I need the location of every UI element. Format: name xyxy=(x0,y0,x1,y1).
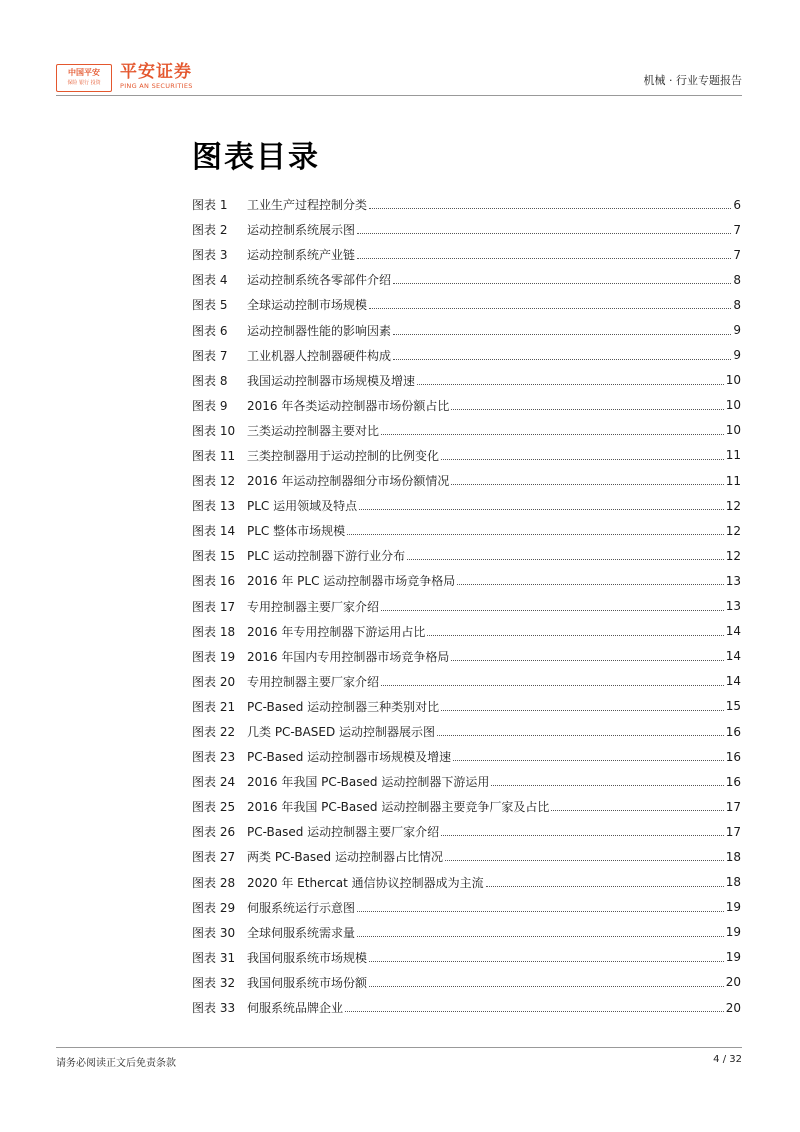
toc-leader-dots xyxy=(451,409,723,410)
toc-entry-label: 图表 1 xyxy=(192,198,228,213)
toc-entry-title: 2016 年专用控制器下游运用占比 xyxy=(247,624,426,639)
toc-entry-title: 2016 年 PLC 运动控制器市场竞争格局 xyxy=(247,574,456,589)
toc-entry-title: 伺服系统品牌企业 xyxy=(247,1001,344,1016)
toc-entry-title: 2016 年国内专用控制器市场竞争格局 xyxy=(247,649,450,664)
toc-entry-page: 14 xyxy=(725,674,741,689)
toc-entry-label: 图表 4 xyxy=(192,273,228,288)
toc-entry[interactable] xyxy=(192,819,741,844)
toc-entry-label: 图表 30 xyxy=(192,925,236,940)
footer-divider xyxy=(56,1047,742,1048)
toc-entry-page: 12 xyxy=(725,548,741,563)
toc-entry[interactable] xyxy=(192,418,741,443)
toc-entry-title: 我国伺服系统市场规模 xyxy=(247,950,368,965)
toc-entry[interactable] xyxy=(192,343,741,368)
toc-entry-label: 图表 10 xyxy=(192,423,236,438)
toc-leader-dots xyxy=(453,760,724,761)
toc-entry-page: 20 xyxy=(725,1000,741,1015)
logo-text: 中国平安 xyxy=(68,68,100,77)
toc-entry[interactable] xyxy=(192,794,741,819)
toc-entry-page: 19 xyxy=(725,950,741,965)
toc-entry-page: 7 xyxy=(733,247,741,262)
toc-entry-title: 2016 年我国 PC-Based 运动控制器下游运用 xyxy=(247,775,490,790)
brand-name-cn: 平安证券 xyxy=(120,62,192,82)
toc-entry[interactable] xyxy=(192,242,741,267)
logo-subtext: 保险 银行 投资 xyxy=(67,80,101,86)
toc-entry-title: 几类 PC-BASED 运动控制器展示图 xyxy=(247,725,436,740)
toc-leader-dots xyxy=(441,710,724,711)
toc-entry-title: 专用控制器主要厂家介绍 xyxy=(247,599,380,614)
toc-entry[interactable] xyxy=(192,895,741,920)
toc-entry-page: 6 xyxy=(733,197,741,212)
toc-leader-dots xyxy=(491,785,723,786)
toc-leader-dots xyxy=(441,459,724,460)
toc-entry-label: 图表 29 xyxy=(192,900,236,915)
toc-entry-label: 图表 33 xyxy=(192,1001,236,1016)
toc-entry[interactable] xyxy=(192,970,741,995)
toc-entry[interactable] xyxy=(192,995,741,1020)
toc-entry-title: PC-Based 运动控制器主要厂家介绍 xyxy=(247,825,440,840)
toc-entry-label: 图表 5 xyxy=(192,298,228,313)
toc-leader-dots xyxy=(441,835,724,836)
toc-entry-title: 工业生产过程控制分类 xyxy=(247,198,368,213)
toc-entry-title: PLC 整体市场规模 xyxy=(247,524,346,539)
toc-entry-title: PLC 运动控制器下游行业分布 xyxy=(247,549,406,564)
toc-entry-title: 三类控制器用于运动控制的比例变化 xyxy=(247,448,440,463)
toc-entry-title: 我国伺服系统市场份额 xyxy=(247,975,368,990)
toc-entry[interactable] xyxy=(192,292,741,317)
toc-entry-title: 我国运动控制器市场规模及增速 xyxy=(247,373,416,388)
brand-name-en: PING AN SECURITIES xyxy=(120,82,193,90)
toc-entry-page: 19 xyxy=(725,925,741,940)
toc-entry-title: PLC 运用领域及特点 xyxy=(247,499,358,514)
toc-entry[interactable] xyxy=(192,518,741,543)
toc-entry-page: 18 xyxy=(725,849,741,864)
toc-entry-label: 图表 3 xyxy=(192,248,228,263)
toc-entry-title: 2020 年 Ethercat 通信协议控制器成为主流 xyxy=(247,875,484,890)
toc-entry[interactable] xyxy=(192,493,741,518)
toc-entry-title: PC-Based 运动控制器市场规模及增速 xyxy=(247,750,452,765)
toc-entry-label: 图表 25 xyxy=(192,800,236,815)
toc-entry[interactable] xyxy=(192,192,741,217)
toc-entry-label: 图表 13 xyxy=(192,499,236,514)
brand-name xyxy=(120,62,193,91)
toc-entry[interactable] xyxy=(192,317,741,342)
toc-leader-dots xyxy=(357,911,724,912)
toc-entry-page: 20 xyxy=(725,975,741,990)
toc-entry[interactable] xyxy=(192,468,741,493)
toc-entry-page: 13 xyxy=(725,573,741,588)
toc-leader-dots xyxy=(451,660,723,661)
toc-leader-dots xyxy=(369,208,731,209)
toc-entry-page: 16 xyxy=(725,749,741,764)
toc-entry-page: 18 xyxy=(725,875,741,890)
report-type: 机械 · 行业专题报告 xyxy=(643,74,742,87)
toc-entry-title: 2016 年各类运动控制器市场份额占比 xyxy=(247,398,450,413)
toc-entry[interactable] xyxy=(192,443,741,468)
toc-entry[interactable] xyxy=(192,267,741,292)
toc-entry-page: 8 xyxy=(733,297,741,312)
toc-entry-label: 图表 28 xyxy=(192,875,236,890)
toc-entry[interactable] xyxy=(192,920,741,945)
toc-entry-label: 图表 21 xyxy=(192,699,236,714)
toc-entry[interactable] xyxy=(192,543,741,568)
toc-entry-title: PC-Based 运动控制器三种类别对比 xyxy=(247,699,440,714)
toc-entry-label: 图表 6 xyxy=(192,323,228,338)
disclaimer-note: 请务必阅读正文后免责条款 xyxy=(56,1058,176,1069)
toc-entry-label: 图表 27 xyxy=(192,850,236,865)
toc-entry[interactable] xyxy=(192,719,741,744)
toc-leader-dots xyxy=(427,635,723,636)
toc-entry-title: 运动控制系统各零部件介绍 xyxy=(247,273,392,288)
toc-entry-page: 16 xyxy=(725,724,741,739)
toc-leader-dots xyxy=(393,334,731,335)
toc-leader-dots xyxy=(551,810,723,811)
toc-entry-page: 12 xyxy=(725,498,741,513)
toc-entry-label: 图表 23 xyxy=(192,750,236,765)
toc-leader-dots xyxy=(357,936,724,937)
toc-entry-page: 11 xyxy=(725,473,741,488)
toc-leader-dots xyxy=(359,509,724,510)
toc-entry-page: 17 xyxy=(725,824,741,839)
toc-entry-label: 图表 19 xyxy=(192,649,236,664)
toc-leader-dots xyxy=(369,308,731,309)
toc-entry-label: 图表 26 xyxy=(192,825,236,840)
toc-leader-dots xyxy=(486,886,724,887)
toc-leader-dots xyxy=(381,610,724,611)
toc-entry-title: 运动控制系统产业链 xyxy=(247,248,356,263)
toc-entry-page: 15 xyxy=(725,699,741,714)
toc-entry-title: 2016 年我国 PC-Based 运动控制器主要竞争厂家及占比 xyxy=(247,800,550,815)
toc-leader-dots xyxy=(369,961,724,962)
toc-entry-label: 图表 14 xyxy=(192,524,236,539)
toc-entry-label: 图表 9 xyxy=(192,398,228,413)
toc-entry-title: 运动控制系统展示图 xyxy=(247,223,356,238)
toc-entry-title: 三类运动控制器主要对比 xyxy=(247,423,380,438)
toc-leader-dots xyxy=(437,735,724,736)
toc-entry-page: 16 xyxy=(725,774,741,789)
toc-entry[interactable] xyxy=(192,744,741,769)
toc-entry-label: 图表 24 xyxy=(192,775,236,790)
toc-leader-dots xyxy=(369,986,724,987)
toc-leader-dots xyxy=(381,434,724,435)
toc-leader-dots xyxy=(407,559,724,560)
toc-leader-dots xyxy=(393,359,731,360)
toc-entry[interactable] xyxy=(192,945,741,970)
toc-entry-title: 2016 年运动控制器细分市场份额情况 xyxy=(247,474,450,489)
toc-entry[interactable] xyxy=(192,844,741,869)
toc-entry[interactable] xyxy=(192,393,741,418)
toc-entry[interactable] xyxy=(192,644,741,669)
toc-entry-label: 图表 16 xyxy=(192,574,236,589)
toc-entry-page: 10 xyxy=(725,373,741,388)
page-title: 图表目录 xyxy=(192,140,320,175)
toc-entry[interactable] xyxy=(192,669,741,694)
toc-entry-title: 专用控制器主要厂家介绍 xyxy=(247,674,380,689)
toc-entry-page: 12 xyxy=(725,523,741,538)
toc-entry[interactable] xyxy=(192,594,741,619)
toc-entry-page: 14 xyxy=(725,624,741,639)
toc-leader-dots xyxy=(451,484,723,485)
toc-entry-title: 全球运动控制市场规模 xyxy=(247,298,368,313)
toc-entry-page: 17 xyxy=(725,799,741,814)
toc-entry-page: 7 xyxy=(733,222,741,237)
toc-leader-dots xyxy=(381,685,724,686)
toc-entry-label: 图表 11 xyxy=(192,448,236,463)
toc-leader-dots xyxy=(347,534,724,535)
figure-list xyxy=(192,192,741,1020)
toc-entry-page: 13 xyxy=(725,599,741,614)
toc-entry-label: 图表 31 xyxy=(192,950,236,965)
toc-entry-label: 图表 7 xyxy=(192,348,228,363)
toc-entry-label: 图表 18 xyxy=(192,624,236,639)
page-header xyxy=(56,58,742,94)
toc-entry-label: 图表 12 xyxy=(192,474,236,489)
toc-entry-page: 14 xyxy=(725,649,741,664)
toc-entry-page: 10 xyxy=(725,423,741,438)
toc-entry-page: 8 xyxy=(733,272,741,287)
toc-entry[interactable] xyxy=(192,694,741,719)
toc-entry-title: 工业机器人控制器硬件构成 xyxy=(247,348,392,363)
toc-entry-label: 图表 15 xyxy=(192,549,236,564)
toc-entry-title: 伺服系统运行示意图 xyxy=(247,900,356,915)
toc-leader-dots xyxy=(445,860,724,861)
toc-entry-page: 11 xyxy=(725,448,741,463)
toc-entry[interactable] xyxy=(192,870,741,895)
toc-entry-label: 图表 22 xyxy=(192,725,236,740)
toc-entry-label: 图表 17 xyxy=(192,599,236,614)
toc-entry-label: 图表 8 xyxy=(192,373,228,388)
toc-entry-page: 10 xyxy=(725,398,741,413)
toc-entry-label: 图表 2 xyxy=(192,223,228,238)
toc-entry[interactable] xyxy=(192,217,741,242)
toc-entry-title: 两类 PC-Based 运动控制器占比情况 xyxy=(247,850,443,865)
toc-leader-dots xyxy=(357,233,731,234)
toc-entry-title: 全球伺服系统需求量 xyxy=(247,925,356,940)
toc-leader-dots xyxy=(457,584,723,585)
page-number: 4 / 32 xyxy=(713,1054,742,1065)
toc-entry-page: 19 xyxy=(725,900,741,915)
toc-entry-page: 9 xyxy=(733,348,741,363)
pingan-logo xyxy=(56,64,112,92)
toc-entry[interactable] xyxy=(192,619,741,644)
toc-leader-dots xyxy=(357,258,731,259)
toc-leader-dots xyxy=(393,283,731,284)
toc-leader-dots xyxy=(345,1011,724,1012)
toc-entry-label: 图表 32 xyxy=(192,975,236,990)
toc-leader-dots xyxy=(417,384,724,385)
toc-entry-label: 图表 20 xyxy=(192,674,236,689)
toc-entry-title: 运动控制器性能的影响因素 xyxy=(247,323,392,338)
toc-entry[interactable] xyxy=(192,368,741,393)
toc-entry[interactable] xyxy=(192,769,741,794)
toc-entry[interactable] xyxy=(192,568,741,593)
toc-entry-page: 9 xyxy=(733,323,741,338)
header-divider xyxy=(56,95,742,96)
